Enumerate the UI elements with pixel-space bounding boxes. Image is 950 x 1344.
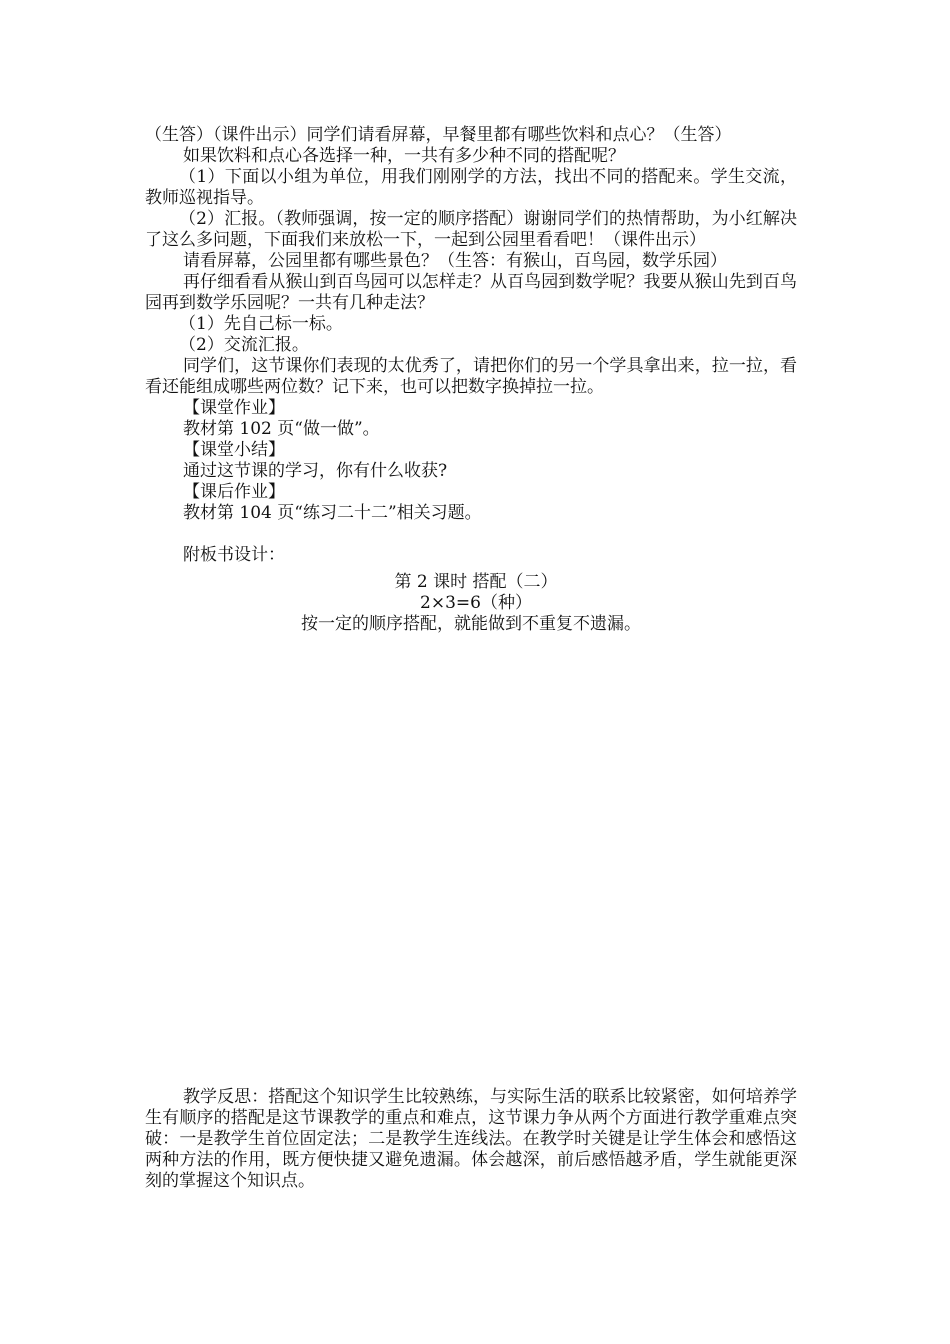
board-formula: 2×3=6（种） bbox=[420, 593, 532, 613]
heading-homework: 【课后作业】 bbox=[183, 482, 285, 502]
heading-classwork: 【课堂作业】 bbox=[183, 398, 285, 418]
paragraph-two-digit-activity: 同学们，这节课你们表现的太优秀了，请把你们的另一个学具拿出来，拉一拉，看看还能组成哪些两位数？记下来，也可以把数字换掉拉一拉。 bbox=[145, 356, 797, 397]
paragraph-report: （2）汇报。（教师强调，按一定的顺序搭配）谢谢同学们的热情帮助，为小红解决了这么多问题，下面我们来放松一下，一起到公园里看看吧！（课件出示） bbox=[145, 209, 797, 250]
classwork-text: 教材第 102 页“做一做”。 bbox=[183, 419, 380, 439]
paragraph-combination-question: 如果饮料和点心各选择一种，一共有多少种不同的搭配呢？ bbox=[183, 146, 625, 166]
teaching-reflection bbox=[145, 1087, 797, 1192]
paragraph-share-step: （2）交流汇报。 bbox=[179, 335, 309, 355]
paragraph-park-scenery: 请看屏幕，公园里都有哪些景色？（生答：有猴山，百鸟园，数学乐园） bbox=[183, 251, 727, 271]
homework-text: 教材第 104 页“练习二十二”相关习题。 bbox=[183, 503, 482, 523]
summary-text: 通过这节课的学习，你有什么收获? bbox=[183, 461, 448, 481]
lesson-body bbox=[145, 125, 797, 635]
reflection-text: 教学反思：搭配这个知识学生比较熟练，与实际生活的联系比较紧密，如何培养学生有顺序的搭配是这节课教学的重点和难点，这节课力争从两个方面进行教学重难点突破：一是教学生首位固定法；二是教学生连线法。在教学时关键是让学生体会和感悟这两种方法的作用，既方便快捷又避免遗漏。体会越深，前后感悟越矛盾，学生就能更深刻的掌握这个知识点。 bbox=[145, 1087, 797, 1191]
paragraph-group-work: （1）下面以小组为单位，用我们刚刚学的方法，找出不同的搭配来。学生交流，教师巡视指导。 bbox=[145, 167, 797, 208]
board-design-label: 附板书设计： bbox=[183, 545, 285, 565]
board-conclusion: 按一定的顺序搭配，就能做到不重复不遗漏。 bbox=[301, 614, 641, 634]
heading-summary: 【课堂小结】 bbox=[183, 440, 285, 460]
spacer bbox=[145, 524, 797, 545]
paragraph-mark-step: （1）先自己标一标。 bbox=[179, 314, 343, 334]
paragraph-student-answer: （生答）（课件出示）同学们请看屏幕，早餐里都有哪些饮料和点心？（生答） bbox=[145, 125, 732, 145]
paragraph-route-question: 再仔细看看从猴山到百鸟园可以怎样走？从百鸟园到数学呢？我要从猴山先到百鸟园再到数学乐园呢？一共有几种走法？ bbox=[145, 272, 797, 313]
board-title: 第 2 课时 搭配（二） bbox=[394, 572, 558, 592]
